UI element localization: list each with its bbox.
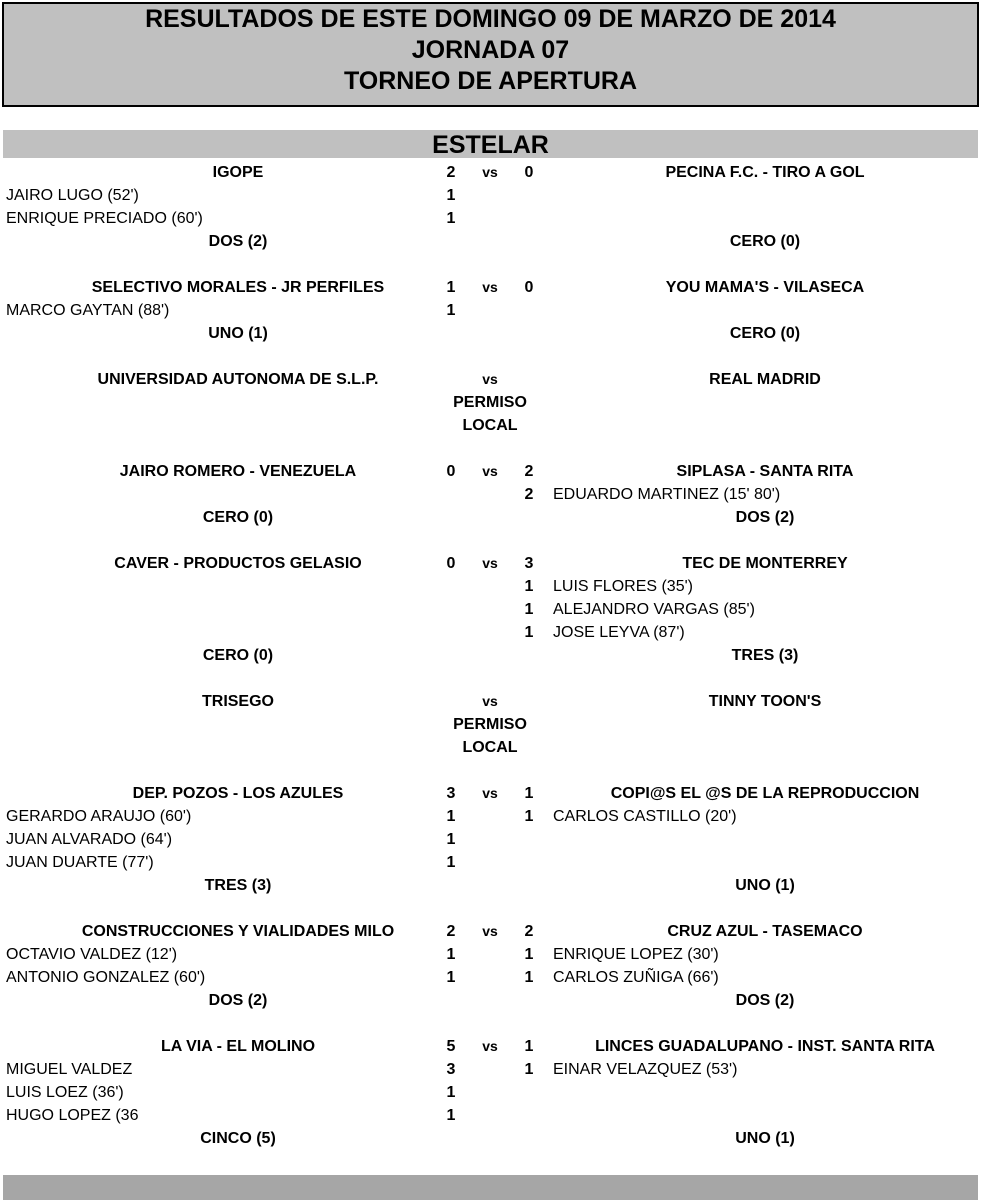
home-scorer-goals: 1	[446, 187, 456, 204]
match-block	[0, 552, 981, 667]
vs-label: vs	[482, 463, 498, 479]
match-teams-row	[0, 368, 981, 391]
match-totals-row	[0, 874, 981, 897]
home-total: CERO (0)	[202, 509, 274, 526]
results-header	[2, 2, 979, 107]
home-score: 5	[446, 1038, 456, 1055]
match-spacer	[0, 437, 981, 460]
away-score: 2	[524, 923, 534, 940]
scorer-row	[0, 805, 981, 828]
away-score: 0	[524, 164, 534, 181]
away-total: TRES (3)	[731, 647, 799, 664]
home-scorer: LUIS LOEZ (36')	[6, 1084, 124, 1101]
away-team-name: PECINA F.C. - TIRO A GOL	[665, 164, 865, 181]
home-scorer: HUGO LOPEZ (36	[6, 1107, 139, 1124]
scorer-row	[0, 483, 981, 506]
footer-bar	[3, 1175, 978, 1200]
match-block	[0, 368, 981, 437]
away-scorer-goals: 1	[524, 808, 534, 825]
scorer-row	[0, 966, 981, 989]
home-team-name: DEP. POZOS - LOS AZULES	[132, 785, 344, 802]
away-scorer: CARLOS ZUÑIGA (66')	[553, 969, 719, 986]
vs-label: vs	[482, 371, 498, 387]
home-team-name: IGOPE	[212, 164, 264, 181]
home-scorer: MARCO GAYTAN (88')	[6, 302, 170, 319]
home-scorer-goals: 1	[446, 854, 456, 871]
scorer-row	[0, 1081, 981, 1104]
away-team-name: YOU MAMA'S - VILASECA	[665, 279, 865, 296]
home-scorer-goals: 3	[446, 1061, 456, 1078]
away-team-name: SIPLASA - SANTA RITA	[676, 463, 854, 480]
home-team-name: CAVER - PRODUCTOS GELASIO	[114, 555, 362, 572]
match-teams-row	[0, 552, 981, 575]
home-score: 0	[446, 463, 456, 480]
home-scorer: JUAN ALVARADO (64')	[6, 831, 173, 848]
away-score: 0	[524, 279, 534, 296]
scorer-row	[0, 207, 981, 230]
away-scorer-goals: 1	[524, 578, 534, 595]
away-team-name: LINCES GUADALUPANO - INST. SANTA RITA	[595, 1038, 935, 1055]
match-teams-row	[0, 782, 981, 805]
match-spacer	[0, 529, 981, 552]
match-totals-row	[0, 644, 981, 667]
away-total: UNO (1)	[735, 1130, 795, 1147]
away-scorer-goals: 1	[524, 969, 534, 986]
home-total: CINCO (5)	[200, 1130, 276, 1147]
home-team-name: CONSTRUCCIONES Y VIALIDADES MILO	[81, 923, 395, 940]
home-team-name: TRISEGO	[201, 693, 274, 710]
away-scorer-goals: 1	[524, 601, 534, 618]
away-team-name: TEC DE MONTERREY	[682, 555, 848, 572]
away-scorer-goals: 2	[524, 486, 534, 503]
home-score: 2	[446, 164, 456, 181]
home-team-name: UNIVERSIDAD AUTONOMA DE S.L.P.	[97, 371, 379, 388]
vs-label: vs	[482, 279, 498, 295]
home-score: 1	[446, 279, 456, 296]
match-spacer	[0, 1012, 981, 1035]
match-note: PERMISO	[453, 716, 527, 733]
match-block	[0, 276, 981, 345]
match-block	[0, 1035, 981, 1150]
away-scorer: ALEJANDRO VARGAS (85')	[553, 601, 755, 618]
match-note-row	[0, 391, 981, 414]
away-team-name: REAL MADRID	[709, 371, 821, 388]
match-teams-row	[0, 690, 981, 713]
home-score: 2	[446, 923, 456, 940]
home-scorer-goals: 1	[446, 969, 456, 986]
away-scorer: LUIS FLORES (35')	[553, 578, 693, 595]
vs-label: vs	[482, 1038, 498, 1054]
away-total: DOS (2)	[735, 509, 795, 526]
away-scorer-goals: 1	[524, 1061, 534, 1078]
scorer-row	[0, 575, 981, 598]
away-total: CERO (0)	[729, 325, 801, 342]
home-scorer: ANTONIO GONZALEZ (60')	[6, 969, 206, 986]
match-note-row	[0, 713, 981, 736]
home-score: 0	[446, 555, 456, 572]
match-note-row	[0, 414, 981, 437]
away-team-name: COPI@S EL @S DE LA REPRODUCCION	[610, 785, 920, 802]
scorer-row	[0, 184, 981, 207]
scorer-row	[0, 621, 981, 644]
home-scorer-goals: 1	[446, 831, 456, 848]
scorer-row	[0, 1104, 981, 1127]
match-note: LOCAL	[462, 739, 518, 756]
away-score: 3	[524, 555, 534, 572]
match-block	[0, 161, 981, 253]
match-spacer	[0, 759, 981, 782]
match-note: PERMISO	[453, 394, 527, 411]
match-spacer	[0, 345, 981, 368]
match-block	[0, 782, 981, 897]
home-scorer: JAIRO LUGO (52')	[6, 187, 139, 204]
home-scorer-goals: 1	[446, 1107, 456, 1124]
vs-label: vs	[482, 923, 498, 939]
vs-label: vs	[482, 555, 498, 571]
away-scorer: CARLOS CASTILLO (20')	[553, 808, 737, 825]
away-score: 1	[524, 1038, 534, 1055]
home-scorer: OCTAVIO VALDEZ (12')	[6, 946, 178, 963]
scorer-row	[0, 943, 981, 966]
match-teams-row	[0, 276, 981, 299]
vs-label: vs	[482, 164, 498, 180]
home-scorer: JUAN DUARTE (77')	[6, 854, 154, 871]
away-scorer: JOSE LEYVA (87')	[553, 624, 685, 641]
home-team-name: JAIRO ROMERO - VENEZUELA	[119, 463, 357, 480]
away-score: 2	[524, 463, 534, 480]
match-note: LOCAL	[462, 417, 518, 434]
away-scorer: EDUARDO MARTINEZ (15' 80')	[553, 486, 781, 503]
home-score: 3	[446, 785, 456, 802]
match-totals-row	[0, 1127, 981, 1150]
section-title: ESTELAR	[3, 130, 978, 158]
scorer-row	[0, 828, 981, 851]
scorer-row	[0, 299, 981, 322]
away-team-name: CRUZ AZUL - TASEMACO	[667, 923, 863, 940]
vs-label: vs	[482, 693, 498, 709]
match-totals-row	[0, 322, 981, 345]
home-scorer: GERARDO ARAUJO (60')	[6, 808, 192, 825]
home-total: CERO (0)	[202, 647, 274, 664]
match-teams-row	[0, 161, 981, 184]
away-total: CERO (0)	[729, 233, 801, 250]
home-scorer-goals: 1	[446, 946, 456, 963]
home-scorer: ENRIQUE PRECIADO (60')	[6, 210, 203, 227]
away-scorer-goals: 1	[524, 946, 534, 963]
vs-label: vs	[482, 785, 498, 801]
away-scorer-goals: 1	[524, 624, 534, 641]
home-team-name: SELECTIVO MORALES - JR PERFILES	[91, 279, 385, 296]
home-total: DOS (2)	[208, 233, 268, 250]
scorer-row	[0, 598, 981, 621]
away-total: UNO (1)	[735, 877, 795, 894]
match-totals-row	[0, 230, 981, 253]
home-scorer-goals: 1	[446, 302, 456, 319]
away-total: DOS (2)	[735, 992, 795, 1009]
home-scorer-goals: 1	[446, 808, 456, 825]
match-spacer	[0, 253, 981, 276]
header-date-title: RESULTADOS DE ESTE DOMINGO 09 DE MARZO DE 2014	[145, 5, 836, 33]
match-totals-row	[0, 989, 981, 1012]
away-scorer: EINAR VELAZQUEZ (53')	[553, 1061, 738, 1078]
home-team-name: LA VIA - EL MOLINO	[160, 1038, 316, 1055]
away-team-name: TINNY TOON'S	[708, 693, 822, 710]
match-teams-row	[0, 1035, 981, 1058]
header-matchday: JORNADA 07	[411, 36, 570, 64]
away-score: 1	[524, 785, 534, 802]
home-total: TRES (3)	[204, 877, 272, 894]
match-block	[0, 460, 981, 529]
match-teams-row	[0, 920, 981, 943]
header-tournament: TORNEO DE APERTURA	[343, 67, 638, 95]
match-block	[0, 690, 981, 759]
home-scorer-goals: 1	[446, 1084, 456, 1101]
match-teams-row	[0, 460, 981, 483]
scorer-row	[0, 1058, 981, 1081]
home-scorer-goals: 1	[446, 210, 456, 227]
match-spacer	[0, 897, 981, 920]
match-note-row	[0, 736, 981, 759]
results-list	[0, 161, 981, 1150]
away-scorer: ENRIQUE LOPEZ (30')	[553, 946, 719, 963]
match-totals-row	[0, 506, 981, 529]
scorer-row	[0, 851, 981, 874]
home-total: UNO (1)	[208, 325, 268, 342]
home-total: DOS (2)	[208, 992, 268, 1009]
match-block	[0, 920, 981, 1012]
match-spacer	[0, 667, 981, 690]
home-scorer: MIGUEL VALDEZ	[6, 1061, 133, 1078]
